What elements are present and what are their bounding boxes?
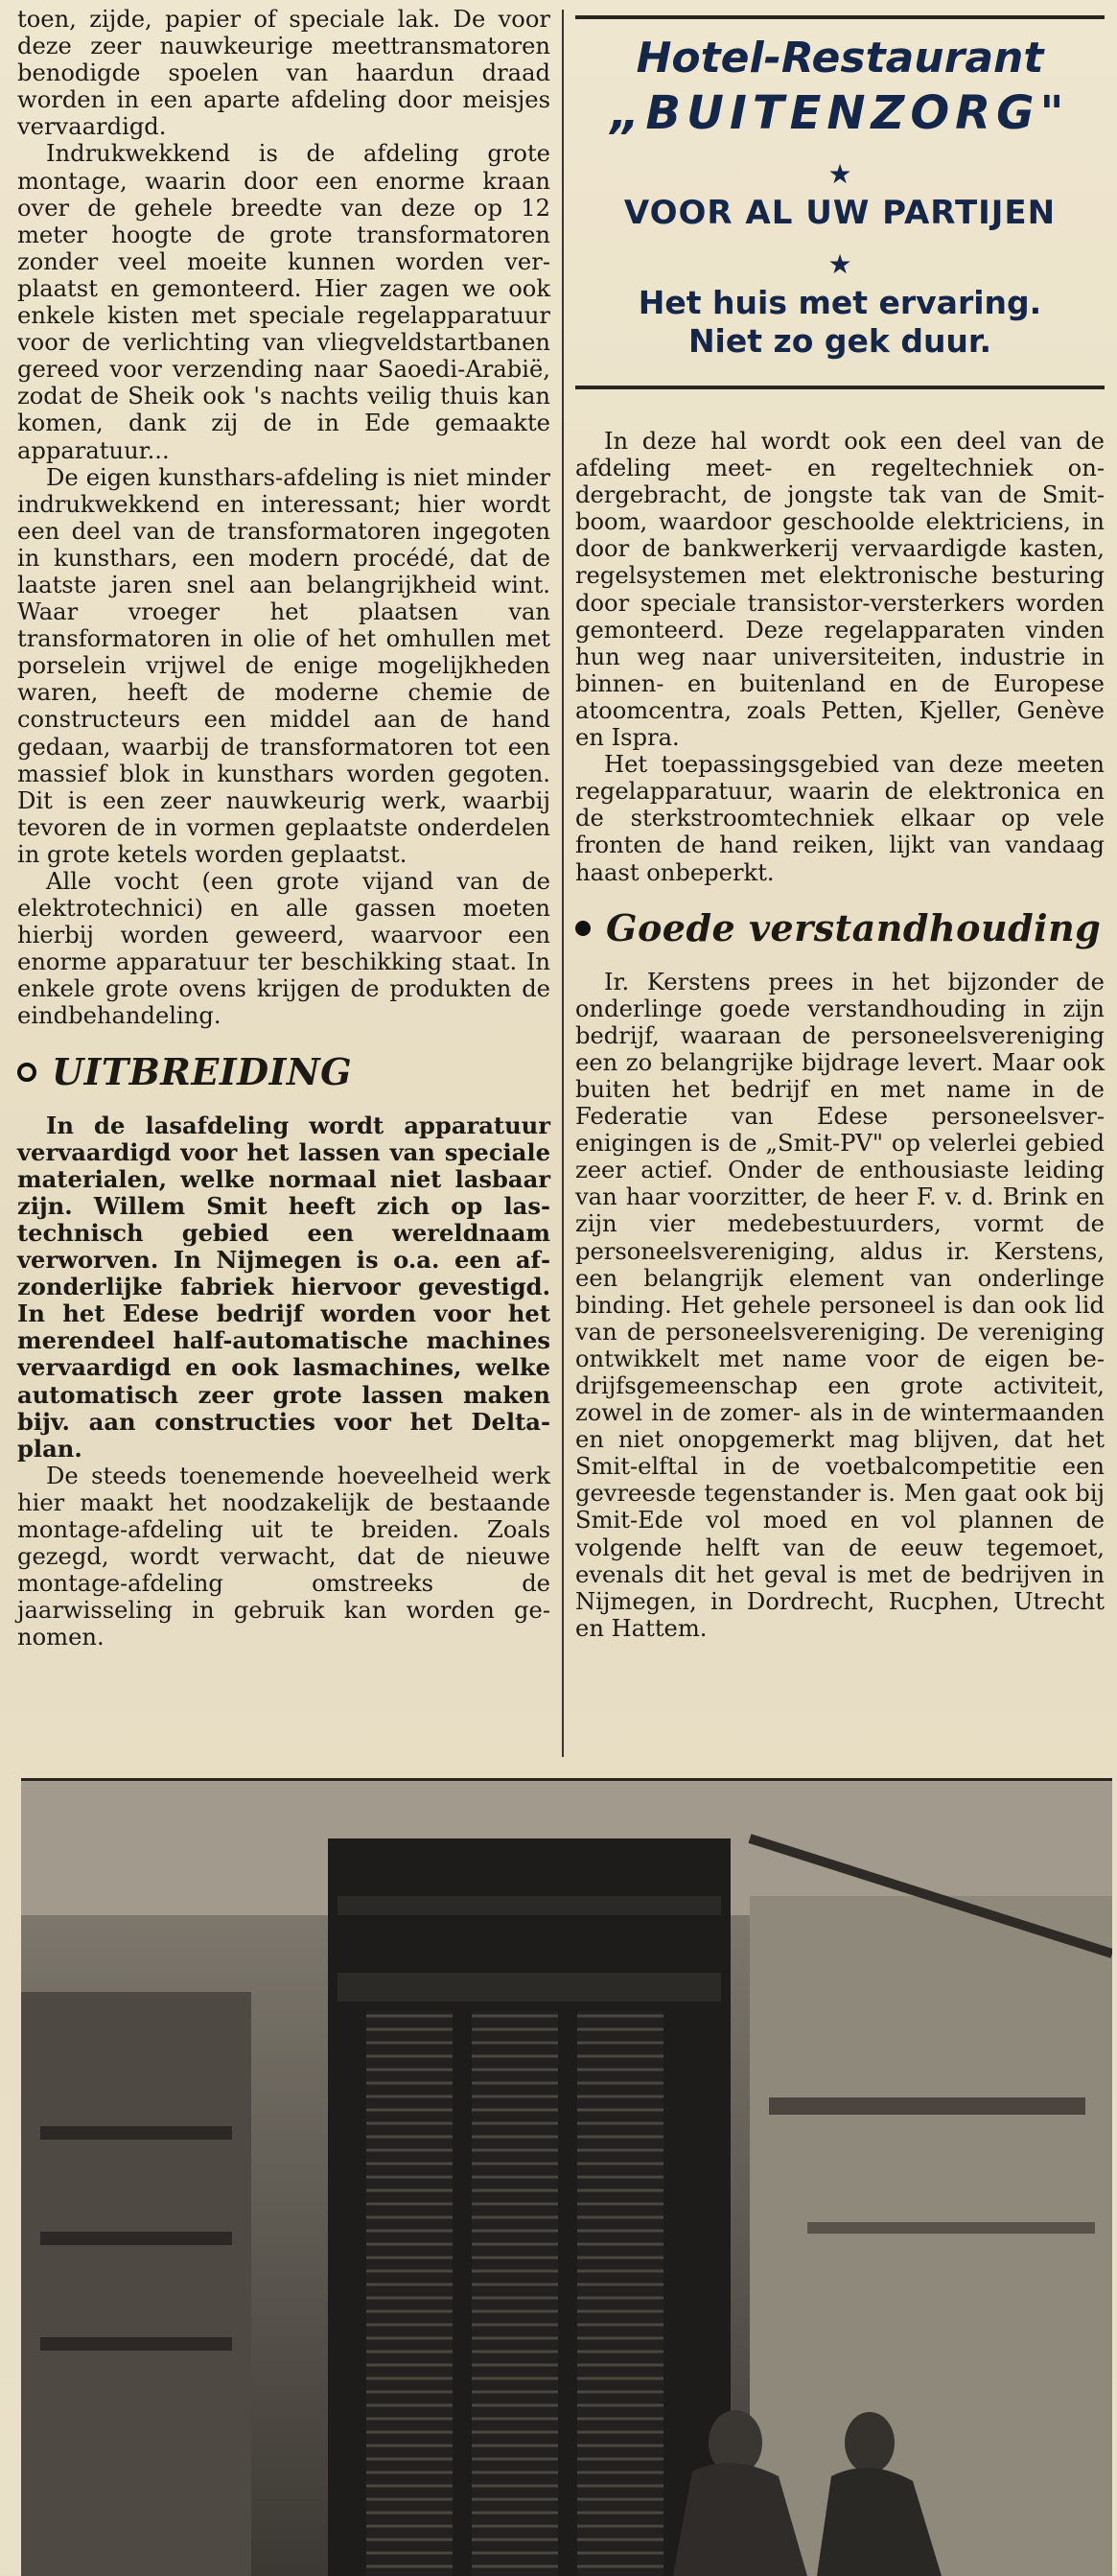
article-paragraph-bold: In de lasafdeling wordt apparatuur vervaardigd voor het lassen van speciale materialen, welke normaal niet lasbaar zijn. Willem Smit heeft zich op las-technisch gebied een wereldnaam verworven. In Nijmegen is o.a. een afzonderlijke fabriek hiervoor gevestigd. In het Edese bedrijf worden voor het merendeel half-automatische machines vervaardigd en ook lasmachines, welke automatisch zeer grote lassen maken bijv. aan constructies voor het Deltaplan. (17, 1111, 550, 1463)
advertisement-box (575, 15, 1105, 389)
article-paragraph: toen, zijde, papier of speciale lak. De voor deze zeer nauwkeurige meettransmatoren benodigde spoelen van haardun draad worden in een aparte afdeling door meisjes vervaardigd. (17, 6, 550, 141)
column-divider (562, 10, 564, 1757)
heading-text: UITBREIDING (52, 1049, 353, 1093)
article-paragraph: Het toepassingsgebied van deze meeten regelapparatuur, waarin de elektronica en de sterkstroomtechniek elkaar op vele fronten de hand reiken, lijkt van vandaag haast onbeperkt. (575, 751, 1105, 886)
article-paragraph: Ir. Kerstens prees in het bijzonder de onderlinge goede verstandhouding in zijn bedrijf, waaraan de personeelsvereniging een zo belangrijke bijdrage levert. Maar ook buiten het bedrijf en met name in de Federatie van Edese personeelsverenigingen is de „Smit-PV" op velerlei gebied zeer actief. Onder de enthousiaste leiding van haar voorzitter, de heer F. v. d. Brink en zijn vier medebestuurders, vormt de personeelsvereniging, aldus ir. Kerstens, een belangrijk element van onderlinge binding. Het gehele personeel is dan ook lid van de personeelsvereniging. De vereniging ontwikkelt met name voor de eigen bedrijfsgemeenschap een grote activiteit, zowel in de zomer- als in de wintermaanden en niet onopgemerkt mag blijven, dat het Smit-elftal in de voetbalcompetitie een gevreesde tegenstander is. Men gaat ook bij Smit-Ede vol moed en vol plannen de volgende helft van de eeuw tegemoet, evenals dit het geval is met de bedrijven in Nijmegen, in Dordrecht, Rucphen, Utrecht en Hattem. (575, 968, 1105, 1642)
star-icon: ★ (827, 248, 852, 280)
article-paragraph: De eigen kunsthars-afdeling is niet minder indrukwekkend en interessant; hier wordt een deel van de transformatoren ingegoten in kunsthars, een modern procédé, dat de laatste jaren snel aan belangrijkheid wint. Waar vroeger het plaatsen van transformatoren in olie of het omhullen met porselein vrijwel de enige mogelijkheden waren, heeft de moderne chemie de constructeurs een middel aan de hand gedaan, waarbij de transformatoren tot een massief blok in kunsthars worden gegoten. Dit is een zeer nauwkeurig werk, waarbij tevoren de in vormen geplaatste onderdelen in grote ketels worden geplaatst. (17, 463, 550, 868)
section-heading-uitbreiding (17, 1051, 550, 1093)
article-paragraph: Indrukwekkend is de afdeling grote montage, waarin door een enorme kraan over de gehele breedte van deze op 12 meter hoogte de grote transformatoren zonder veel moeite kunnen worden verplaatst en gemonteerd. Hier zagen we ook enkele kisten met speciale regelapparatuur voor de verlichting van vliegveldstartbanen gereed voor verzending naar Saoedi-Arabië, zodat de Sheik ook 's nachts veilig thuis kan komen, dank zij de in Ede gemaakte apparatuur... (17, 140, 550, 464)
section-heading-verstandhouding (575, 907, 1105, 949)
right-article-column (575, 6, 1105, 1642)
advert-subtitle: VOOR AL UW PARTIJEN (623, 194, 1057, 232)
star-icon: ★ (827, 158, 852, 190)
photo-illustration (21, 1781, 1112, 2576)
article-paragraph: Alle vocht (een grote vijand van de elektrotechnici) en alle gassen moeten hierbij worden geweerd, waarvoor een enorme apparatuur ter beschikking staat. In enkele grote ovens krijgen de produkten de eindbehandeling. (17, 868, 550, 1030)
factory-photograph (21, 1778, 1112, 2576)
advert-tagline: Het huis met ervaring. (638, 284, 1042, 321)
advert-name: „BUITENZORG" (610, 86, 1070, 140)
advert-title: Hotel-Restaurant (636, 34, 1044, 82)
left-article-column (17, 6, 550, 1651)
advert-tagline: Niet zo gek duur. (687, 322, 992, 360)
bullet-icon (575, 921, 591, 936)
bullet-icon (17, 1063, 36, 1082)
article-paragraph: In deze hal wordt ook een deel van de afdeling meet- en regeltechniek ondergebracht, de jongste tak van de Smitboom, waardoor geschoolde elektriciens, in door de bankwerkerij vervaardigde kasten, regelsystemen met elektronische besturing door speciale transistor-versterkers worden gemonteerd. Deze regelapparaten vinden hun weg naar universiteiten, industrie in binnen- en buitenland en de Europese atoomcentra, zoals Petten, Kjeller, Genève en Ispra. (575, 428, 1105, 752)
article-paragraph: De steeds toenemende hoeveelheid werk hier maakt het noodzakelijk de bestaande montage-afdeling uit te breiden. Zoals gezegd, wordt verwacht, dat de nieuwe montage-afdeling omstreeks de jaarwisseling in gebruik kan worden genomen. (17, 1462, 550, 1651)
heading-text: Goede verstandhouding (606, 905, 1102, 949)
